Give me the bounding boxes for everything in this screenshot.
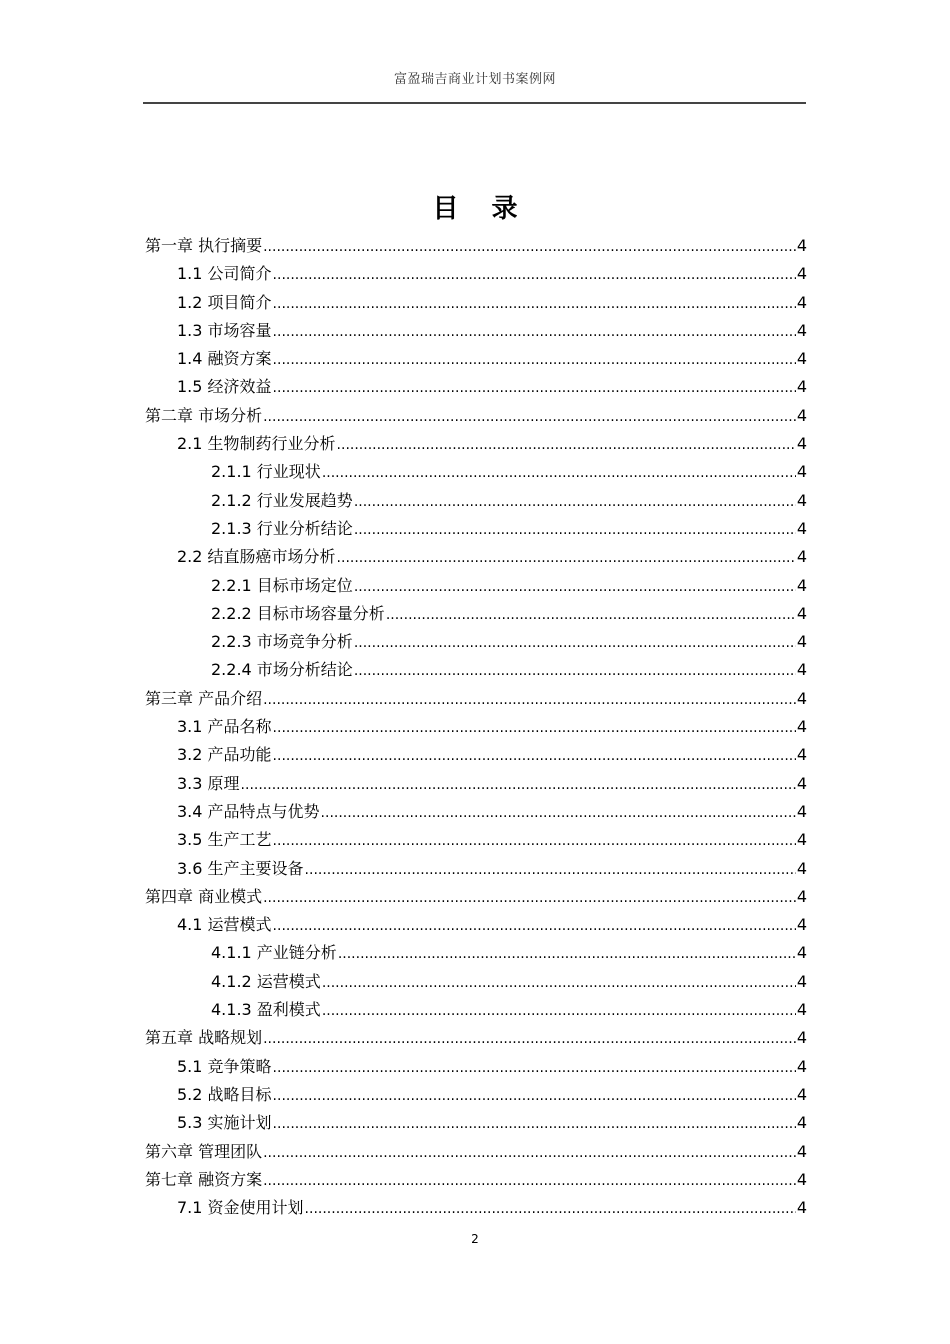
toc-entry-label: 1.5 经济效益 — [177, 377, 272, 397]
toc-entry-label: 3.2 产品功能 — [177, 745, 272, 765]
toc-entry[interactable] — [145, 600, 807, 628]
toc-entry[interactable] — [145, 430, 807, 458]
toc-entry[interactable] — [145, 487, 807, 515]
dot-leader — [322, 458, 796, 487]
dot-leader — [337, 430, 796, 459]
toc-entry-page: 4 — [796, 575, 807, 595]
toc-entry-label: 1.3 市场容量 — [177, 320, 272, 340]
toc-entry[interactable] — [145, 373, 807, 401]
toc-entry-label: 3.1 产品名称 — [177, 717, 272, 737]
toc-entry[interactable] — [145, 1024, 807, 1052]
toc-entry-page: 4 — [796, 377, 807, 397]
toc-entry[interactable] — [145, 1081, 807, 1109]
toc-entry-label: 5.1 竞争策略 — [177, 1056, 272, 1076]
toc-entry-page: 4 — [796, 1113, 807, 1133]
dot-leader — [273, 1081, 796, 1110]
toc-entry[interactable] — [145, 798, 807, 826]
toc-entry-page: 4 — [796, 717, 807, 737]
toc-entry-label: 2.1 生物制药行业分析 — [177, 434, 336, 454]
toc-entry-page: 4 — [796, 1084, 807, 1104]
toc-entry-page: 4 — [796, 349, 807, 369]
dot-leader — [263, 402, 796, 431]
toc-entry-label: 4.1 运营模式 — [177, 915, 272, 935]
toc-entry[interactable] — [145, 402, 807, 430]
toc-entry[interactable] — [145, 741, 807, 769]
toc-entry[interactable] — [145, 968, 807, 996]
toc-entry-label: 2.2.4 市场分析结论 — [211, 660, 353, 680]
dot-leader — [273, 260, 796, 289]
toc-entry-label: 3.4 产品特点与优势 — [177, 801, 320, 821]
dot-leader — [263, 1024, 796, 1053]
toc-entry-page: 4 — [796, 320, 807, 340]
toc-entry-page: 4 — [796, 773, 807, 793]
toc-entry-page: 4 — [796, 603, 807, 623]
toc-entry-label: 2.1.1 行业现状 — [211, 462, 321, 482]
toc-entry[interactable] — [145, 572, 807, 600]
toc-entry-page: 4 — [796, 688, 807, 708]
dot-leader — [273, 826, 796, 855]
page-number: 2 — [471, 1232, 479, 1246]
toc-entry-label: 5.3 实施计划 — [177, 1113, 272, 1133]
dot-leader — [273, 345, 796, 374]
toc-entry-page: 4 — [796, 1141, 807, 1161]
toc-entry-label: 5.2 战略目标 — [177, 1084, 272, 1104]
toc-entry-page: 4 — [796, 1000, 807, 1020]
toc-entry[interactable] — [145, 515, 807, 543]
toc-entry-page: 4 — [796, 858, 807, 878]
toc-entry-page: 4 — [796, 632, 807, 652]
dot-leader — [321, 798, 796, 827]
toc-entry[interactable] — [145, 996, 807, 1024]
toc-entry-page: 4 — [796, 236, 807, 255]
toc-entry-page: 4 — [796, 405, 807, 425]
dot-leader — [305, 1194, 796, 1223]
toc-entry[interactable] — [145, 939, 807, 967]
dot-leader — [273, 911, 796, 940]
toc-entry-page: 4 — [796, 830, 807, 850]
toc-entry-page: 4 — [796, 434, 807, 454]
dot-leader — [337, 543, 796, 572]
toc-entry-label: 2.1.2 行业发展趋势 — [211, 490, 353, 510]
toc-entry[interactable] — [145, 911, 807, 939]
toc-entry-page: 4 — [796, 264, 807, 284]
toc-entry-label: 2.1.3 行业分析结论 — [211, 518, 353, 538]
toc-entry-page: 4 — [796, 292, 807, 312]
dot-leader — [305, 855, 796, 884]
toc-entry[interactable] — [145, 232, 807, 260]
toc-entry[interactable] — [145, 713, 807, 741]
toc-entry[interactable] — [145, 883, 807, 911]
dot-leader — [273, 741, 796, 770]
toc-entry[interactable] — [145, 317, 807, 345]
toc-entry[interactable] — [145, 656, 807, 684]
toc-entry[interactable] — [145, 260, 807, 288]
dot-leader — [354, 572, 796, 601]
dot-leader — [273, 289, 796, 318]
toc-entry-label: 2.2.2 目标市场容量分析 — [211, 603, 385, 623]
toc-entry[interactable] — [145, 770, 807, 798]
dot-leader — [273, 1053, 796, 1082]
toc-entry-page: 4 — [796, 943, 807, 963]
toc-entry-page: 4 — [796, 971, 807, 991]
toc-entry-label: 4.1.2 运营模式 — [211, 971, 321, 991]
toc-entry-label: 1.4 融资方案 — [177, 349, 272, 369]
toc-entry[interactable] — [145, 543, 807, 571]
toc-entry-label: 1.2 项目简介 — [177, 292, 272, 312]
toc-entry-label: 2.2 结直肠癌市场分析 — [177, 547, 336, 567]
toc-entry-page: 4 — [796, 462, 807, 482]
dot-leader — [322, 996, 796, 1025]
toc-entry-label: 第一章 执行摘要 — [145, 236, 263, 255]
toc-entry-label: 3.6 生产主要设备 — [177, 858, 304, 878]
toc-entry-page: 4 — [796, 886, 807, 906]
toc-entry[interactable] — [145, 826, 807, 854]
toc-entry-label: 第三章 产品介绍 — [145, 688, 263, 708]
toc-entry-label: 第五章 战略规划 — [145, 1028, 263, 1048]
dot-leader — [273, 713, 796, 742]
toc-entry-label: 2.2.1 目标市场定位 — [211, 575, 353, 595]
toc-entry-label: 1.1 公司简介 — [177, 264, 272, 284]
dot-leader — [354, 515, 796, 544]
dot-leader — [354, 628, 796, 657]
toc-entry-page: 4 — [796, 915, 807, 935]
toc-entry[interactable] — [145, 345, 807, 373]
dot-leader — [273, 373, 796, 402]
toc-entry-label: 第七章 融资方案 — [145, 1169, 263, 1189]
toc-entry-page: 4 — [796, 1056, 807, 1076]
toc-entry-label: 7.1 资金使用计划 — [177, 1198, 304, 1218]
toc-entry[interactable] — [145, 289, 807, 317]
toc-entry-label: 4.1.3 盈利模式 — [211, 1000, 321, 1020]
toc-entry-page: 4 — [796, 490, 807, 510]
toc-entry-page: 4 — [796, 1028, 807, 1048]
dot-leader — [273, 1109, 796, 1138]
dot-leader — [241, 770, 796, 799]
dot-leader — [263, 232, 796, 261]
dot-leader — [273, 317, 796, 346]
toc-entry-page: 4 — [796, 547, 807, 567]
toc-entry[interactable] — [145, 628, 807, 656]
toc-title: 目 录 — [432, 194, 530, 224]
toc-entry-label: 3.5 生产工艺 — [177, 830, 272, 850]
dot-leader — [354, 487, 796, 516]
toc-entry-label: 第二章 市场分析 — [145, 405, 263, 425]
dot-leader — [386, 600, 796, 629]
toc-entry-page: 4 — [796, 660, 807, 680]
table-of-contents — [145, 232, 807, 1222]
dot-leader — [338, 939, 796, 968]
toc-entry-label: 第四章 商业模式 — [145, 886, 263, 906]
toc-entry-label: 4.1.1 产业链分析 — [211, 943, 337, 963]
toc-entry-page: 4 — [796, 1198, 807, 1218]
toc-entry[interactable] — [145, 1053, 807, 1081]
toc-entry-label: 2.2.3 市场竞争分析 — [211, 632, 353, 652]
toc-entry[interactable] — [145, 1138, 807, 1166]
toc-entry-label: 3.3 原理 — [177, 773, 240, 793]
page-header: 富盈瑞吉商业计划书案例网 — [393, 72, 556, 87]
toc-entry-page: 4 — [796, 745, 807, 765]
dot-leader — [263, 1138, 796, 1167]
toc-entry[interactable] — [145, 1109, 807, 1137]
toc-entry-page: 4 — [796, 1169, 807, 1189]
dot-leader — [263, 685, 796, 714]
toc-entry-page: 4 — [796, 801, 807, 821]
dot-leader — [263, 883, 796, 912]
toc-entry[interactable] — [145, 1194, 807, 1222]
toc-entry[interactable] — [145, 1166, 807, 1194]
header-divider — [143, 102, 806, 104]
toc-entry-label: 第六章 管理团队 — [145, 1141, 263, 1161]
dot-leader — [322, 968, 796, 997]
toc-entry[interactable] — [145, 458, 807, 486]
dot-leader — [354, 656, 796, 685]
toc-entry[interactable] — [145, 855, 807, 883]
dot-leader — [263, 1166, 796, 1195]
toc-entry[interactable] — [145, 685, 807, 713]
toc-entry-page: 4 — [796, 518, 807, 538]
